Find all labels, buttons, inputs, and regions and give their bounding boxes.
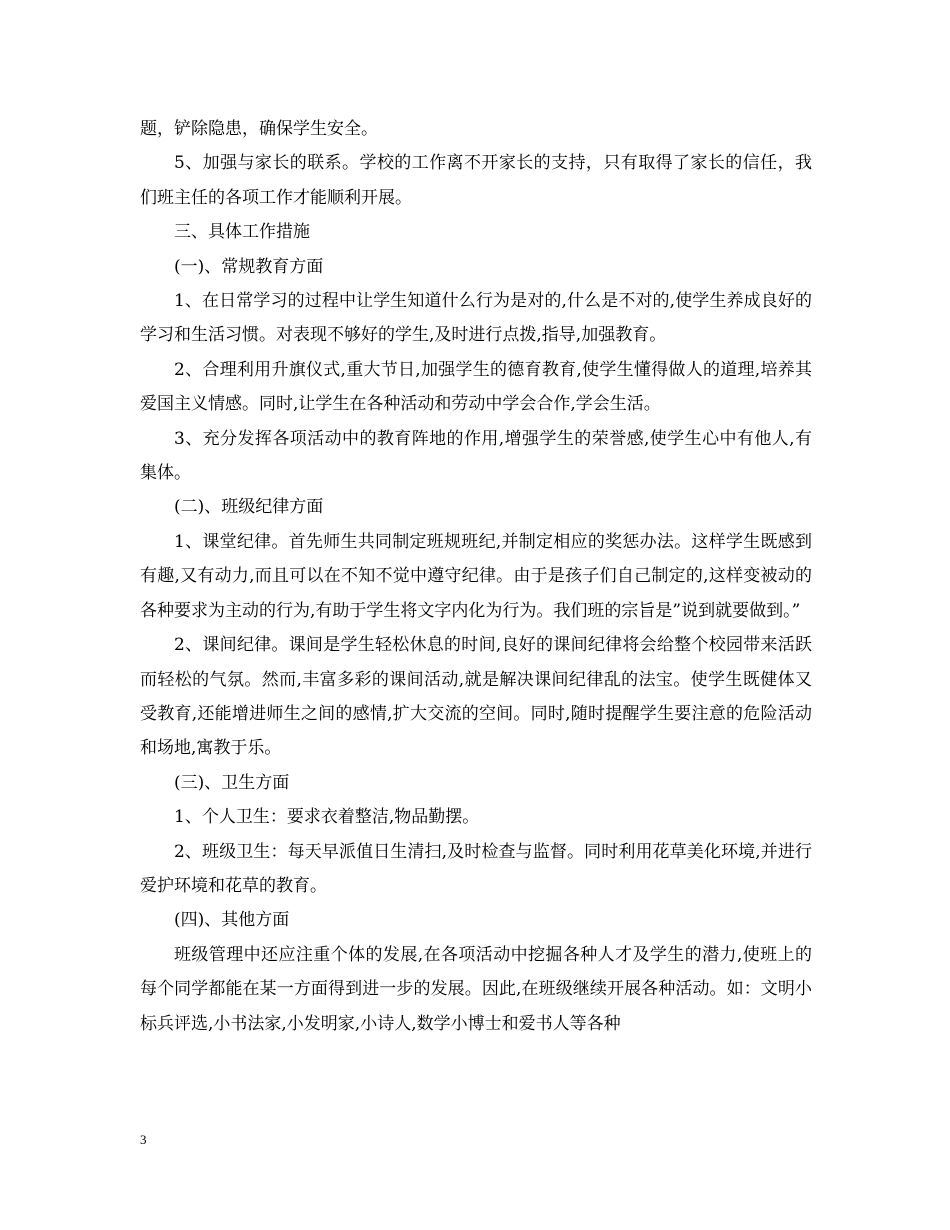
paragraph-continuation: 题，铲除隐患，确保学生安全。 — [140, 119, 378, 139]
paragraph-hygiene-2: 2、班级卫生：每天早派值日生清扫,及时检查与监督。同时利用花草美化环境,并进行爱护环境和花草的教育。 — [140, 841, 812, 896]
page-number: 3 — [140, 1132, 147, 1147]
paragraph-routine-1: 1、在日常学习的过程中让学生知道什么行为是对的,什么是不对的,使学生养成良好的学习和生活习惯。对表现不够好的学生,及时进行点拨,指导,加强教育。 — [140, 291, 812, 346]
paragraph-discipline-1: 1、课堂纪律。首先师生共同制定班规班纪,并制定相应的奖惩办法。这样学生既感到有趣,又有动力,而且可以在不知不觉中遵守纪律。由于是孩子们自己制定的,这样变被动的各种要求为主动的行为,有助于学生将文字内化为行为。我们班的宗旨是”说到就要做到。” — [140, 531, 812, 621]
subheading-hygiene: (三)、卫生方面 — [174, 772, 290, 793]
subheading-other: (四)、其他方面 — [174, 910, 290, 931]
paragraph-other-1: 班级管理中还应注重个体的发展,在各项活动中挖掘各种人才及学生的潜力,使班上的每个同学都能在某一方面得到进一步的发展。因此,在班级继续开展各种活动。如：文明小标兵评选,小书法家,小发明家,小诗人,数学小博士和爱书人等各种 — [140, 944, 812, 1034]
document-body — [140, 112, 812, 1041]
subheading-class-discipline: (二)、班级纪律方面 — [174, 497, 324, 518]
paragraph-hygiene-1: 1、个人卫生：要求衣着整洁,物品勤摆。 — [174, 807, 480, 828]
paragraph-routine-2: 2、合理利用升旗仪式,重大节日,加强学生的德育教育,使学生懂得做人的道理,培养其爱国主义情感。同时,让学生在各种活动和劳动中学会合作,学会生活。 — [140, 359, 812, 415]
section-heading-measures: 三、具体工作措施 — [174, 222, 310, 243]
subheading-routine-education: (一)、常规教育方面 — [174, 256, 324, 277]
paragraph-routine-3: 3、充分发挥各项活动中的教育阵地的作用,增强学生的荣誉感,使学生心中有他人,有集体。 — [140, 428, 812, 484]
paragraph-parent-contact: 5、加强与家长的联系。学校的工作离不开家长的支持，只有取得了家长的信任，我们班主任的各项工作才能顺利开展。 — [140, 153, 812, 208]
paragraph-discipline-2: 2、课间纪律。课间是学生轻松休息的时间,良好的课间纪律将会给整个校园带来活跃而轻松的气氛。然而,丰富多彩的课间活动,就是解决课间纪律乱的法宝。使学生既健体又受教育,还能增进师生之间的感情,扩大交流的空间。同时,随时提醒学生要注意的危险活动和场地,寓教于乐。 — [140, 635, 812, 759]
